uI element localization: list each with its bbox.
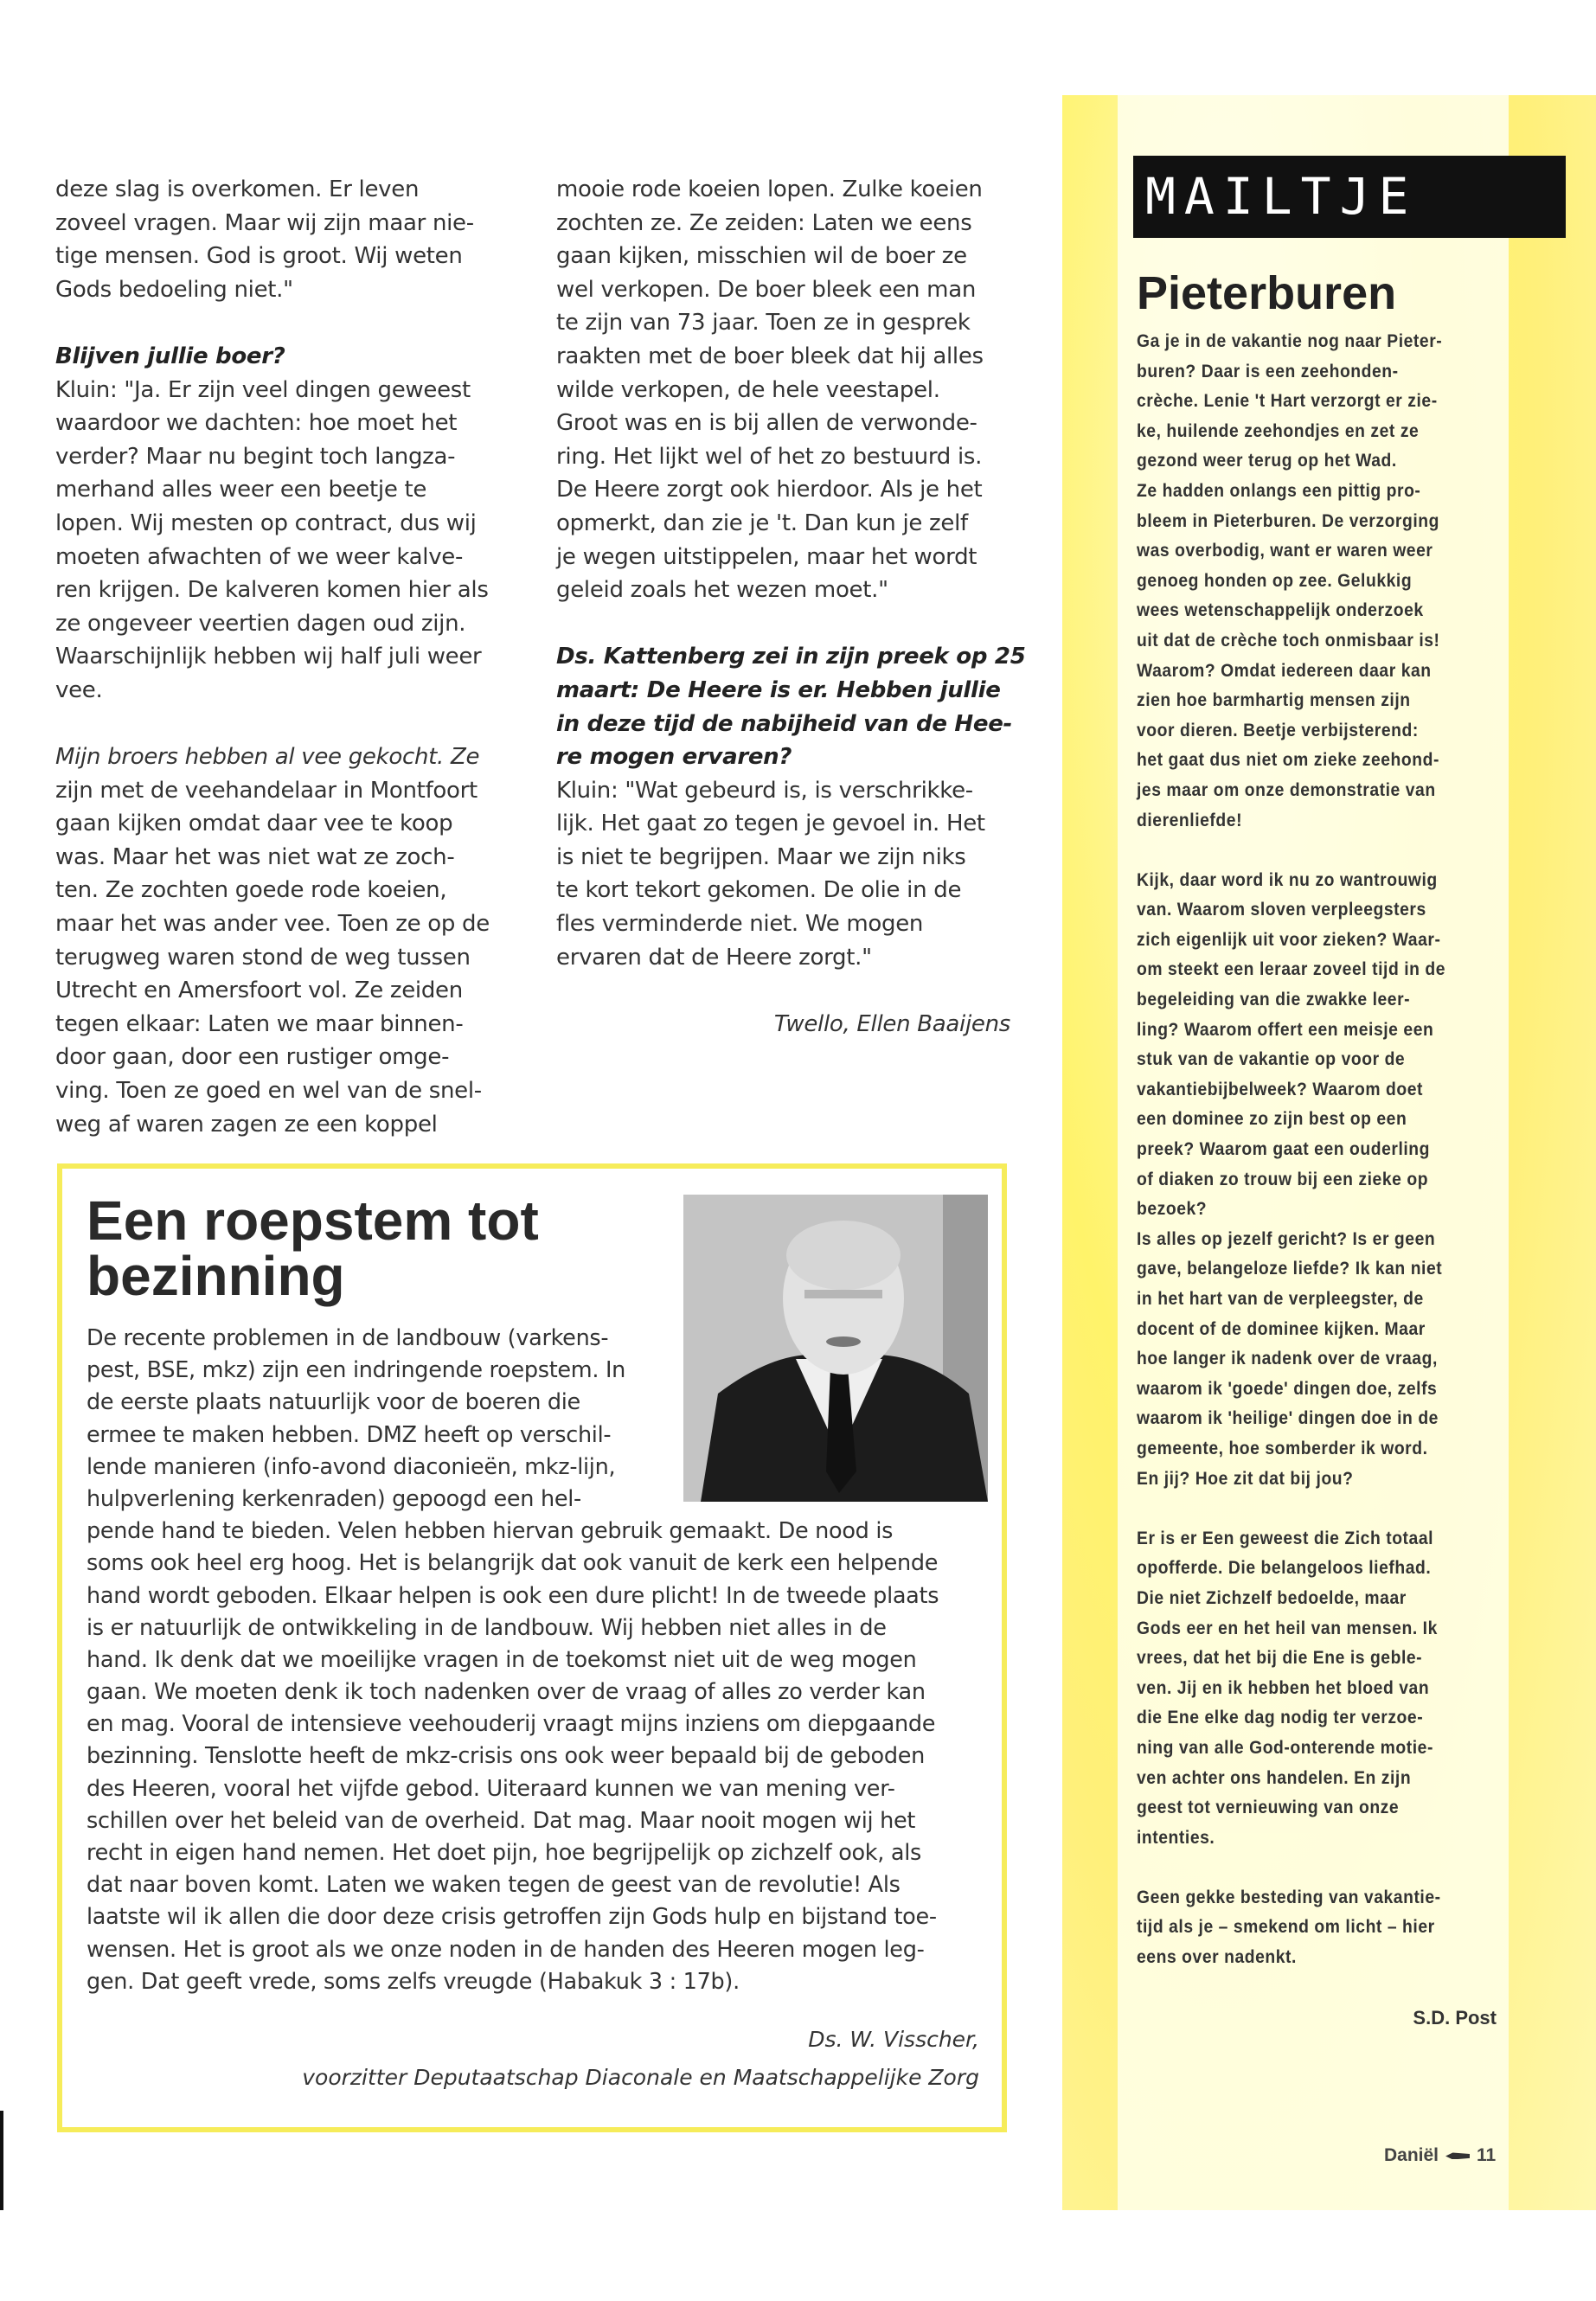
text-line: wensen. Het is groot als we onze noden in de handen des Heeren mogen leg- [87,1936,925,1963]
text-line: En jij? Hoe zit dat bij jou? [1137,1468,1354,1489]
text-line: De Heere zorgt ook hierdoor. Als je het [556,477,983,503]
text-line: Gods eer en het heil van mensen. Ik [1137,1618,1438,1638]
text-line: geleid zoals het wezen moet." [556,577,888,604]
text-line: bezoek? [1137,1199,1208,1220]
text-line: dierenliefde! [1137,810,1243,830]
paragraph [1137,327,1472,836]
boxed-article-signature [302,2021,979,2097]
text-line: jes maar om onze demonstratie van [1137,779,1436,800]
text-line: crèche. Lenie 't Hart verzorgt er zie- [1137,391,1438,412]
sidebar-title: Pieterburen [1137,267,1397,319]
text-line: moeten afwachten of we weer kalve- [55,543,464,570]
text-line: Mijn broers hebben al vee gekocht. Ze [55,744,480,771]
text-line: ving. Toen ze goed en wel van de snel- [55,1078,482,1105]
text-line: Kijk, daar word ik nu zo wantrouwig [1137,869,1438,890]
text-line: Waarom? Omdat iedereen daar kan [1137,660,1432,681]
text-line: is er natuurlijk de ontwikkeling in de landbouw. Wij hebben niet alles in de [87,1614,887,1641]
text-line: lende manieren (info-avond diaconieën, mkz-lijn, [87,1453,616,1480]
text-line: stuk van de vakantie op voor de [1137,1049,1406,1070]
text-line: ren krijgen. De kalveren komen hier als [55,577,489,604]
text-line: recht in eigen hand nemen. Het doet pijn, hoe begrijpelijk op zichzelf ook, als [87,1840,921,1866]
text-line: des Heeren, vooral het vijfde gebod. Uiteraard kunnen we van mening ver- [87,1775,895,1802]
text-line: zochten ze. Ze zeiden: Laten we eens [556,209,972,236]
text-line: was overbodig, want er waren weer [1137,541,1433,561]
text-line: genoeg honden op zee. Gelukkig [1137,570,1413,591]
text-line: waarom ik 'heilige' dingen doe in de [1137,1408,1439,1429]
text-line: het gaat dus niet om zieke zeehond- [1137,750,1439,771]
boxed-article [57,1163,1007,2132]
text-line: docent of de dominee kijken. Maar [1137,1318,1426,1339]
interview-question [55,740,505,774]
text-line: Groot was en is bij allen de verwonde- [556,410,977,437]
paragraph [1137,1524,1472,1854]
title-line: bezinning [87,1245,345,1307]
magazine-name: Daniël [1384,2145,1439,2165]
left-column [55,173,505,1141]
text-line: in deze tijd de nabijheid van de Hee- [556,710,1013,737]
text-line: gemeente, hoe somberder ik word. [1137,1438,1428,1458]
paragraph [55,774,505,1142]
text-line: te kort tekort gekomen. De olie in de [556,877,962,904]
text-line: pende hand te bieden. Velen hebben hiervan gebruik gemaakt. De nood is [87,1518,894,1545]
text-line: of diaken zo trouw bij een zieke op [1137,1169,1429,1189]
text-line: terugweg waren stond de weg tussen [55,944,471,971]
text-line: ten. Ze zochten goede rode koeien, [55,877,447,904]
text-line: wel verkopen. De boer bleek een man [556,276,977,303]
sidebar-signature: S.D. Post [1413,2007,1497,2029]
text-line: voor dieren. Beetje verbijsterend: [1137,720,1419,740]
text-line: Ds. Kattenberg zei in zijn preek op 25 [556,644,1026,670]
text-line: ring. Het lijkt wel of het zo bestuurd is. [556,443,983,470]
text-line: gezond weer terug op het Wad. [1137,451,1397,471]
text-line: was. Maar het was niet wat ze zoch- [55,843,455,870]
page-footer [1384,2145,1496,2166]
text-line: ermee te maken hebben. DMZ heeft op verschil- [87,1421,612,1448]
text-line: Gods bedoeling niet." [55,276,293,303]
text-line: hulpverlening kerkenraden) gepoogd een hel- [87,1485,581,1512]
text-line: ling? Waarom offert een meisje een [1137,1019,1434,1040]
title-line: Een roepstem tot [87,1189,539,1252]
paragraph [1137,1883,1472,1973]
text-line: eens over nadenkt. [1137,1947,1297,1968]
text-line: ke, huilende zeehondjes en zet ze [1137,420,1420,441]
text-line: De recente problemen in de landbouw (varkens- [87,1325,609,1351]
arrow-icon [1445,2152,1470,2159]
text-line: wilde verkopen, de hele veestapel. [556,376,940,403]
text-line: preek? Waarom gaat een ouderling [1137,1139,1431,1160]
text-line: om steekt een leraar zoveel tijd in de [1137,959,1446,980]
interview-question [556,640,1026,773]
text-line: Twello, Ellen Baaijens [773,1010,1010,1037]
text-line: fles verminderde niet. We mogen [556,911,924,938]
paragraph [55,374,505,708]
text-line: tegen elkaar: Laten we maar binnen- [55,1010,464,1037]
text-line: te zijn van 73 jaar. Toen ze in gesprek [556,310,971,336]
text-line: gave, belangeloze liefde? Ik kan niet [1137,1259,1443,1279]
text-line: de eerste plaats natuurlijk voor de boeren die [87,1389,580,1416]
paragraph [55,173,505,306]
text-line: pest, BSE, mkz) zijn een indringende roepstem. In [87,1357,626,1384]
text-line: bezinning. Tenslotte heeft de mkz-crisis ons ook weer bepaald bij de geboden [87,1743,925,1770]
author-role: voorzitter Deputaatschap Diaconale en Maatschappelijke Zorg [302,2065,979,2090]
text-line: raakten met de boer bleek dat hij alles [556,343,984,369]
text-line: Ze hadden onlangs een pittig pro- [1137,480,1421,501]
text-line: gaan. We moeten denk ik toch nadenken over de vraag of alles zo verder kan [87,1679,926,1706]
text-line: tige mensen. God is groot. Wij weten [55,243,463,270]
text-line: zien hoe barmhartig mensen zijn [1137,690,1411,711]
text-line: waardoor we dachten: hoe moet het [55,410,458,437]
text-line: zoveel vragen. Maar wij zijn maar nie- [55,209,474,236]
text-line: hand wordt geboden. Elkaar helpen is ook een dure plicht! In de tweede plaats [87,1582,939,1609]
text-line: Utrecht en Amersfoort vol. Ze zeiden [55,977,463,1004]
text-line: maart: De Heere is er. Hebben jullie [556,676,1001,703]
text-line: hoe langer ik nadenk over de vraag, [1137,1349,1438,1369]
text-line: zich eigenlijk uit voor zieken? Waar- [1137,929,1441,950]
text-line: is niet te begrijpen. Maar we zijn niks [556,843,966,870]
mailtje-banner: MAILTJE [1133,156,1566,238]
text-line: ze ongeveer veertien dagen oud zijn. [55,610,466,637]
text-line: vakantiebijbelweek? Waarom doet [1137,1079,1423,1099]
text-line: weg af waren zagen ze een koppel [55,1111,438,1138]
text-line: Geen gekke besteding van vakantie- [1137,1887,1441,1907]
text-line: Ga je in de vakantie nog naar Pieter- [1137,331,1443,351]
paragraph [556,173,1010,607]
sidebar-text [1137,327,1472,1973]
text-line: die Ene elke dag nodig ter verzoe- [1137,1708,1424,1728]
text-line: merhand alles weer een beetje te [55,477,427,503]
text-line: uit dat de crèche toch onmisbaar is! [1137,630,1440,651]
text-line: vee. [55,676,103,703]
text-line: in het hart van de verpleegster, de [1137,1289,1424,1309]
text-line: buren? Daar is een zeehonden- [1137,361,1399,381]
author-name: Ds. W. Visscher, [808,2027,979,2052]
text-line: ervaren dat de Heere zorgt." [556,944,872,971]
text-line: van. Waarom sloven verpleegsters [1137,900,1426,920]
text-line: deze slag is overkomen. Er leven [55,176,420,202]
text-line: je wegen uitstippelen, maar het wordt [556,543,977,570]
text-line: hand. Ik denk dat we moeilijke vragen in de toekomst niet uit de weg mogen [87,1646,917,1673]
text-line: bleem in Pieterburen. De verzorging [1137,510,1439,531]
text-line: Kluin: "Ja. Er zijn veel dingen geweest [55,376,471,403]
text-line: schillen over het beleid van de overheid. Dat mag. Maar nooit mogen wij het [87,1807,916,1834]
text-line: een dominee zo zijn best op een [1137,1109,1407,1130]
boxed-article-title [87,1189,539,1307]
text-line: re mogen ervaren? [556,744,792,771]
text-line: begeleiding van die zwakke leer- [1137,990,1411,1010]
text-line: zijn met de veehandelaar in Montfoort [55,777,478,804]
text-line: opmerkt, dan zie je 't. Dan kun je zelf [556,510,968,536]
text-line: waarom ik 'goede' dingen doe, zelfs [1137,1378,1438,1399]
text-line: ning van alle God-onterende motie- [1137,1737,1433,1758]
text-line: geest tot vernieuwing van onze [1137,1798,1400,1818]
text-line: verder? Maar nu begint toch langza- [55,443,456,470]
text-line: maar het was ander vee. Toen ze op de [55,911,490,938]
byline [556,1008,1010,1042]
text-line: Die niet Zichzelf bedoelde, maar [1137,1587,1407,1608]
text-line: opofferde. Die belangeloos liefhad. [1137,1558,1432,1579]
boxed-article-body [87,1323,939,1998]
paragraph [556,774,1010,975]
page-number: 11 [1477,2145,1497,2165]
text-line: en mag. Vooral de intensieve veehouderij vraagt mijns inziens om diepgaande [87,1711,936,1738]
text-line: door gaan, door een rustiger omge- [55,1044,450,1071]
text-line: tijd als je – smekend om licht – hier [1137,1917,1435,1938]
text-line: gaan kijken, misschien wil de boer ze [556,243,967,270]
interview-question [55,340,505,374]
text-line: intenties. [1137,1827,1215,1848]
text-line: dat naar boven komt. Laten we waken tegen de geest van de revolutie! Als [87,1872,901,1899]
text-line: Er is er Een geweest die Zich totaal [1137,1528,1434,1548]
text-line: gaan kijken omdat daar vee te koop [55,811,453,837]
text-line: lopen. Wij mesten op contract, dus wij [55,510,477,536]
text-line: laatste wil ik allen die door deze crisis getroffen zijn Gods hulp en bijstand toe- [87,1904,937,1931]
text-line: ven achter ons handelen. En zijn [1137,1767,1412,1788]
paragraph [1137,866,1472,1494]
text-line: soms ook heel erg hoog. Het is belangrijk dat ook vanuit de kerk een helpende [87,1550,939,1577]
text-line: wees wetenschappelijk onderzoek [1137,600,1424,621]
text-line: ven. Jij en ik hebben het bloed van [1137,1677,1430,1698]
text-line: Kluin: "Wat gebeurd is, is verschrikke- [556,777,973,804]
text-line: Blijven jullie boer? [55,343,285,369]
scan-edge [0,2111,3,2210]
text-line: gen. Dat geeft vrede, soms zelfs vreugde (Habakuk 3 : 17b). [87,1968,740,1995]
text-line: vrees, dat het bij die Ene is geble- [1137,1648,1423,1669]
text-line: mooie rode koeien lopen. Zulke koeien [556,176,983,202]
text-line: Waarschijnlijk hebben wij half juli weer [55,644,482,670]
middle-column [556,173,1026,1041]
text-line: Is alles op jezelf gericht? Is er geen [1137,1228,1436,1249]
text-line: lijk. Het gaat zo tegen je gevoel in. Het [556,811,985,837]
